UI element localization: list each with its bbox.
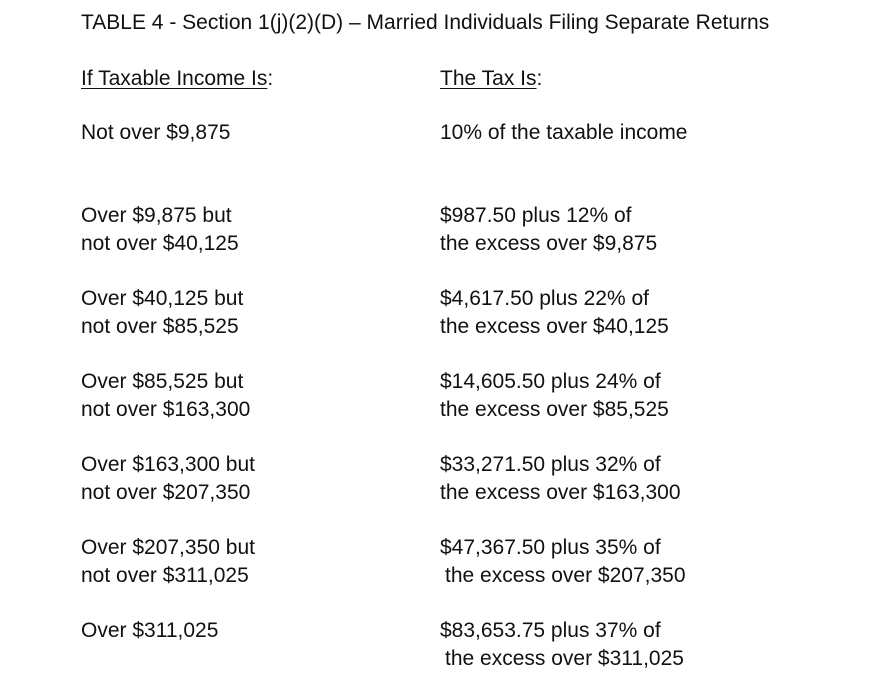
taxable-income-line: not over $311,025 <box>81 564 249 587</box>
tax-line: $33,271.50 plus 32% of <box>440 453 661 476</box>
tax-cell <box>440 368 669 424</box>
tax-cell <box>440 617 684 673</box>
taxable-income-cell <box>81 119 230 147</box>
tax-cell <box>440 451 681 507</box>
taxable-income-line: not over $207,350 <box>81 481 251 504</box>
taxable-income-line: Over $311,025 <box>81 619 219 642</box>
tax-line: $4,617.50 plus 22% of <box>440 287 649 310</box>
column-header-tax-label: The Tax Is <box>440 67 537 90</box>
taxable-income-line: Not over $9,875 <box>81 121 231 144</box>
column-header-taxable-income-colon: : <box>267 67 274 90</box>
taxable-income-line: not over $163,300 <box>81 398 251 421</box>
tax-cell <box>440 202 657 258</box>
tax-line: the excess over $311,025 <box>445 647 684 670</box>
column-header-taxable-income-label: If Taxable Income Is <box>81 67 268 90</box>
taxable-income-cell <box>81 202 239 258</box>
taxable-income-line: Over $85,525 but <box>81 370 244 393</box>
table-row <box>0 119 874 202</box>
table-row <box>0 451 874 534</box>
column-header-tax <box>440 66 542 92</box>
column-header-tax-colon: : <box>536 67 543 90</box>
taxable-income-cell <box>81 534 255 590</box>
tax-line: the excess over $85,525 <box>440 398 669 421</box>
tax-cell <box>440 285 669 341</box>
taxable-income-cell <box>81 617 218 645</box>
table-row <box>0 368 874 451</box>
taxable-income-cell <box>81 368 250 424</box>
tax-line: 10% of the taxable income <box>440 121 688 144</box>
tax-line: the excess over $40,125 <box>440 315 669 338</box>
tax-line: the excess over $207,350 <box>445 564 686 587</box>
tax-line: $83,653.75 plus 37% of <box>440 619 661 642</box>
column-header-taxable-income <box>81 66 273 92</box>
tax-line: the excess over $9,875 <box>440 232 658 255</box>
taxable-income-cell <box>81 451 255 507</box>
tax-line: $14,605.50 plus 24% of <box>440 370 661 393</box>
table-row <box>0 202 874 285</box>
tax-cell <box>440 119 688 147</box>
table-title: TABLE 4 - Section 1(j)(2)(D) – Married Individuals Filing Separate Returns <box>81 11 770 34</box>
table-row <box>0 534 874 617</box>
taxable-income-cell <box>81 285 243 341</box>
tax-cell <box>440 534 686 590</box>
taxable-income-line: not over $40,125 <box>81 232 239 255</box>
tax-line: $47,367.50 plus 35% of <box>440 536 661 559</box>
table-row <box>0 285 874 368</box>
taxable-income-line: Over $207,350 but <box>81 536 255 559</box>
taxable-income-line: Over $40,125 but <box>81 287 244 310</box>
tax-line: the excess over $163,300 <box>440 481 681 504</box>
tax-bracket-rows <box>0 119 874 700</box>
taxable-income-line: Over $9,875 but <box>81 204 232 227</box>
taxable-income-line: not over $85,525 <box>81 315 239 338</box>
tax-line: $987.50 plus 12% of <box>440 204 632 227</box>
taxable-income-line: Over $163,300 but <box>81 453 255 476</box>
